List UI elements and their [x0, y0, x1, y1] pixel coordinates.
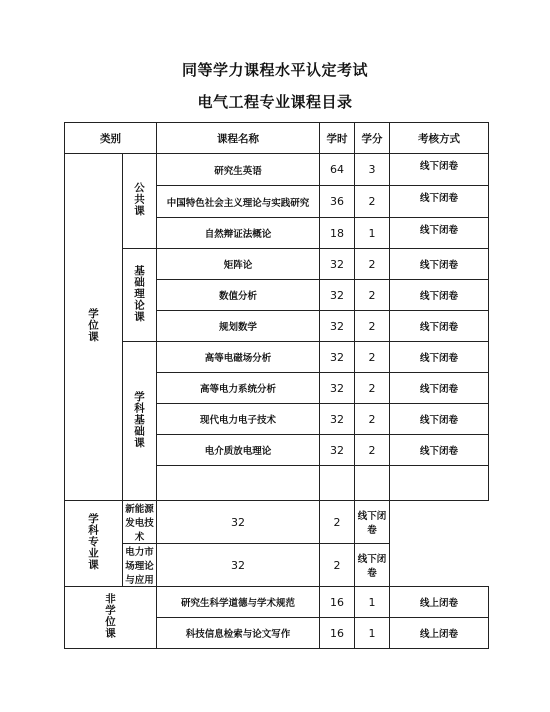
table-header-row [65, 123, 489, 154]
course-credits: 1 [355, 587, 390, 618]
course-name: 新能源发电技术 [123, 501, 157, 544]
course-name: 电介质放电理论 [157, 435, 320, 466]
course-hours: 16 [320, 587, 355, 618]
header-exam: 考核方式 [390, 123, 489, 154]
course-credits: 3 [355, 154, 390, 186]
document-title: 同等学力课程水平认定考试 [181, 61, 368, 79]
course-hours: 32 [320, 280, 355, 311]
category-degree [65, 154, 123, 501]
course-exam: 线上闭卷 [390, 587, 489, 618]
course-hours: 32 [157, 501, 320, 544]
category-foundation-theory [123, 249, 157, 342]
course-name: 电力市场理论与应用 [123, 544, 157, 587]
course-name: 高等电力系统分析 [157, 373, 320, 404]
category-subject-major-label: 学科专业课 [87, 513, 99, 571]
course-name: 规划数学 [157, 311, 320, 342]
course-hours: 32 [320, 311, 355, 342]
course-credits: 1 [355, 618, 390, 649]
course-credits: 2 [355, 404, 390, 435]
course-name: 自然辩证法概论 [157, 218, 320, 249]
course-hours: 64 [320, 154, 355, 186]
course-exam: 线下闭卷 [390, 186, 489, 218]
course-credits: 2 [355, 311, 390, 342]
table-row [65, 544, 489, 587]
table-row [65, 154, 489, 186]
header-credits: 学分 [355, 123, 390, 154]
header-course-name: 课程名称 [157, 123, 320, 154]
course-exam: 线上闭卷 [390, 618, 489, 649]
course-exam: 线下闭卷 [390, 373, 489, 404]
course-credits: 2 [320, 501, 355, 544]
document-subtitle: 电气工程专业课程目录 [197, 93, 353, 111]
course-exam: 线下闭卷 [390, 435, 489, 466]
course-name: 高等电磁场分析 [157, 342, 320, 373]
course-hours: 32 [320, 404, 355, 435]
course-hours: 18 [320, 218, 355, 249]
empty-cell [390, 466, 489, 501]
course-name: 研究生英语 [157, 154, 320, 186]
course-name: 数值分析 [157, 280, 320, 311]
category-non-degree-label: 非学位课 [104, 593, 116, 639]
course-credits: 1 [355, 218, 390, 249]
course-credits: 2 [320, 544, 355, 587]
course-name: 矩阵论 [157, 249, 320, 280]
course-name: 现代电力电子技术 [157, 404, 320, 435]
table-row [65, 587, 489, 618]
course-hours: 36 [320, 186, 355, 218]
category-subject-major [65, 501, 123, 587]
course-exam: 线下闭卷 [390, 280, 489, 311]
category-subject-foundation-label: 学科基础课 [133, 390, 145, 449]
course-exam: 线下闭卷 [390, 218, 489, 249]
course-exam: 线下闭卷 [390, 404, 489, 435]
category-public-label: 公共课 [133, 182, 145, 217]
empty-cell [320, 466, 355, 501]
course-hours: 32 [320, 249, 355, 280]
course-name: 研究生科学道德与学术规范 [157, 587, 320, 618]
course-name: 中国特色社会主义理论与实践研究 [157, 186, 320, 218]
course-exam: 线下闭卷 [390, 154, 489, 186]
header-category: 类别 [65, 123, 157, 154]
category-public [123, 154, 157, 249]
course-exam: 线下闭卷 [390, 249, 489, 280]
course-table [64, 122, 489, 649]
empty-cell [355, 466, 390, 501]
course-exam: 线下闭卷 [390, 311, 489, 342]
course-hours: 32 [320, 342, 355, 373]
table-row [65, 249, 489, 280]
course-credits: 2 [355, 342, 390, 373]
course-credits: 2 [355, 280, 390, 311]
course-exam: 线下闭卷 [390, 342, 489, 373]
header-hours: 学时 [320, 123, 355, 154]
course-credits: 2 [355, 249, 390, 280]
course-name: 科技信息检索与论文写作 [157, 618, 320, 649]
category-subject-foundation [123, 342, 157, 501]
course-credits: 2 [355, 373, 390, 404]
empty-cell [157, 466, 320, 501]
course-exam: 线下闭卷 [355, 501, 390, 544]
course-credits: 2 [355, 186, 390, 218]
course-hours: 32 [320, 373, 355, 404]
course-hours: 32 [157, 544, 320, 587]
course-hours: 32 [320, 435, 355, 466]
category-degree-label: 学位课 [87, 308, 99, 343]
category-foundation-theory-label: 基础理论课 [133, 264, 145, 323]
table-row [65, 342, 489, 373]
course-hours: 16 [320, 618, 355, 649]
table-row [65, 501, 489, 544]
course-credits: 2 [355, 435, 390, 466]
category-non-degree [65, 587, 157, 649]
course-exam: 线下闭卷 [355, 544, 390, 587]
